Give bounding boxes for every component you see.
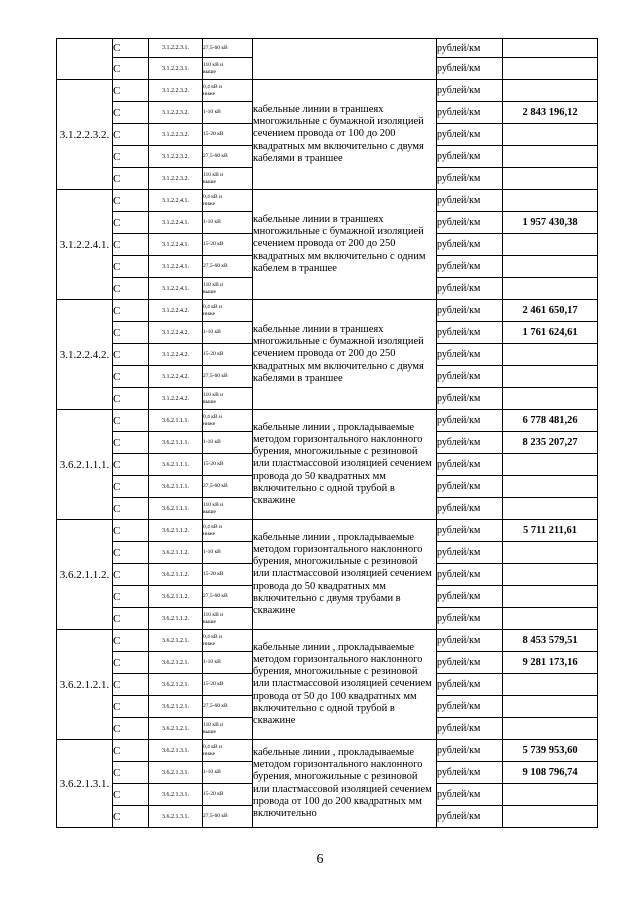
- voltage-line: 15-20 кВ: [203, 131, 224, 137]
- group-description-cell: кабельные линии , прокладываемые методом горизонтального наклонного бурения, многожильные с резиновой или пластмассовой изоляцией сечением провода от 100 до 200 квадратных мм включительно: [253, 740, 437, 828]
- subcode-cell: 3.1.2.2.4.1.: [149, 212, 203, 234]
- unit-cell: рублей/км: [437, 542, 503, 564]
- voltage-line: 0,4 кВ и: [203, 743, 222, 750]
- voltage-line: 0,4 кВ и: [203, 523, 222, 530]
- category-cell: С: [113, 58, 149, 80]
- voltage-cell: [203, 388, 253, 410]
- rate-value-cell: [503, 718, 598, 740]
- voltage-line: 15-20 кВ: [203, 681, 224, 687]
- group-code-cell: 3.6.2.1.1.1.: [57, 410, 113, 520]
- voltage-cell: [203, 256, 253, 278]
- category-cell: С: [113, 39, 149, 58]
- unit-cell: рублей/км: [437, 300, 503, 322]
- voltage-line: 27,5-60 кВ: [203, 703, 228, 709]
- subcode-cell: 3.1.2.2.3.2.: [149, 146, 203, 168]
- category-cell: С: [113, 564, 149, 586]
- rate-value-cell: 2 461 650,17: [503, 300, 598, 322]
- subcode-cell: 3.6.2.1.1.1.: [149, 476, 203, 498]
- unit-cell: рублей/км: [437, 652, 503, 674]
- unit-cell: рублей/км: [437, 146, 503, 168]
- group-code-cell: 3.1.2.2.4.2.: [57, 300, 113, 410]
- unit-cell: рублей/км: [437, 806, 503, 828]
- rate-value-cell: 5 711 211,61: [503, 520, 598, 542]
- voltage-cell: [203, 476, 253, 498]
- rate-value-cell: [503, 344, 598, 366]
- group-description-cell: кабельные линии , прокладываемые методом горизонтального наклонного бурения, многожильные с резиновой или пластмассовой изоляцией сечением провода до 50 квадратных мм включительно с двумя трубами в скважине: [253, 520, 437, 630]
- rate-value-cell: [503, 388, 598, 410]
- rate-value-cell: [503, 696, 598, 718]
- subcode-cell: 3.6.2.1.2.1.: [149, 674, 203, 696]
- voltage-cell: [203, 784, 253, 806]
- voltage-cell: [203, 124, 253, 146]
- voltage-cell: [203, 102, 253, 124]
- voltage-cell: [203, 696, 253, 718]
- table-row: [57, 740, 598, 762]
- unit-cell: рублей/км: [437, 212, 503, 234]
- voltage-cell: [203, 146, 253, 168]
- voltage-line: выше: [203, 508, 216, 515]
- subcode-cell: 3.1.2.2.4.2.: [149, 344, 203, 366]
- voltage-cell: [203, 586, 253, 608]
- category-cell: С: [113, 432, 149, 454]
- group-code-cell: 3.6.2.1.3.1.: [57, 740, 113, 828]
- group-description-cell: кабельные линии , прокладываемые методом горизонтального наклонного бурения, многожильные с резиновой или пластмассовой изоляцией сечением провода до 50 квадратных мм включительно с одной трубой в скважине: [253, 410, 437, 520]
- unit-cell: рублей/км: [437, 630, 503, 652]
- subcode-cell: 3.6.2.1.1.1.: [149, 410, 203, 432]
- category-cell: С: [113, 278, 149, 300]
- subcode-cell: 3.1.2.2.4.1.: [149, 256, 203, 278]
- unit-cell: рублей/км: [437, 586, 503, 608]
- voltage-line: 1-10 кВ: [203, 219, 221, 225]
- unit-cell: рублей/км: [437, 696, 503, 718]
- rate-value-cell: [503, 146, 598, 168]
- subcode-cell: 3.1.2.2.3.2.: [149, 102, 203, 124]
- voltage-cell: [203, 718, 253, 740]
- rate-value-cell: [503, 586, 598, 608]
- voltage-line: 1-10 кВ: [203, 659, 221, 665]
- group-code-cell: 3.1.2.2.4.1.: [57, 190, 113, 300]
- voltage-cell: [203, 366, 253, 388]
- unit-cell: рублей/км: [437, 344, 503, 366]
- voltage-cell: [203, 652, 253, 674]
- voltage-cell: [203, 520, 253, 542]
- subcode-cell: 3.1.2.2.4.2.: [149, 388, 203, 410]
- table-row: [57, 190, 598, 212]
- category-cell: С: [113, 784, 149, 806]
- voltage-line: 0,4 кВ и: [203, 193, 222, 200]
- unit-cell: рублей/км: [437, 190, 503, 212]
- subcode-cell: 3.6.2.1.2.1.: [149, 630, 203, 652]
- voltage-line: выше: [203, 68, 216, 75]
- page-number: 6: [316, 852, 324, 867]
- rate-value-cell: [503, 784, 598, 806]
- unit-cell: рублей/км: [437, 608, 503, 630]
- voltage-cell: [203, 740, 253, 762]
- voltage-cell: [203, 278, 253, 300]
- voltage-cell: [203, 410, 253, 432]
- rate-value-cell: 5 739 953,60: [503, 740, 598, 762]
- group-description-cell: кабельные линии , прокладываемые методом горизонтального наклонного бурения, многожильные с резиновой или пластмассовой изоляцией сечением провода от 50 до 100 квадратных мм включительно с одной трубой в скважине: [253, 630, 437, 740]
- unit-cell: рублей/км: [437, 322, 503, 344]
- voltage-line: 110 кВ и: [203, 171, 224, 178]
- table-row: [57, 39, 598, 58]
- voltage-cell: [203, 58, 253, 80]
- unit-cell: рублей/км: [437, 256, 503, 278]
- rate-value-cell: [503, 674, 598, 696]
- category-cell: С: [113, 630, 149, 652]
- voltage-line: 27,5-60 кВ: [203, 44, 228, 51]
- unit-cell: рублей/км: [437, 234, 503, 256]
- category-cell: С: [113, 410, 149, 432]
- group-code-cell: 3.6.2.1.1.2.: [57, 520, 113, 630]
- voltage-line: 27,5-60 кВ: [203, 263, 228, 269]
- voltage-cell: [203, 344, 253, 366]
- category-cell: С: [113, 520, 149, 542]
- group-code-cell: 3.6.2.1.2.1.: [57, 630, 113, 740]
- voltage-line: 1-10 кВ: [203, 109, 221, 115]
- subcode-cell: 3.1.2.2.3.2.: [149, 168, 203, 190]
- voltage-cell: [203, 542, 253, 564]
- voltage-cell: [203, 322, 253, 344]
- unit-cell: рублей/км: [437, 784, 503, 806]
- subcode-cell: 3.6.2.1.3.1.: [149, 740, 203, 762]
- subcode-cell: 3.6.2.1.3.1.: [149, 762, 203, 784]
- rate-value-cell: 8 235 207,27: [503, 432, 598, 454]
- group-code-cell: [57, 39, 113, 80]
- voltage-line: 0,4 кВ и: [203, 413, 222, 420]
- rate-value-cell: [503, 564, 598, 586]
- voltage-cell: [203, 168, 253, 190]
- table-row: [57, 300, 598, 322]
- rate-value-cell: [503, 256, 598, 278]
- rate-value-cell: [503, 542, 598, 564]
- voltage-line: ниже: [203, 310, 216, 317]
- subcode-cell: 3.1.2.2.3.2.: [149, 80, 203, 102]
- unit-cell: рублей/км: [437, 168, 503, 190]
- group-description-cell: кабельные линии в траншеях многожильные с бумажной изоляцией сечением провода от 100 до 200 квадратных мм включительно с двумя кабелями в траншее: [253, 80, 437, 190]
- unit-cell: рублей/км: [437, 80, 503, 102]
- voltage-line: 15-20 кВ: [203, 351, 224, 357]
- voltage-line: 110 кВ и: [203, 281, 224, 288]
- voltage-cell: [203, 498, 253, 520]
- voltage-line: 15-20 кВ: [203, 791, 224, 797]
- voltage-cell: [203, 212, 253, 234]
- voltage-line: 1-10 кВ: [203, 769, 221, 775]
- subcode-cell: 3.1.2.2.4.1.: [149, 278, 203, 300]
- category-cell: С: [113, 190, 149, 212]
- category-cell: С: [113, 498, 149, 520]
- voltage-line: 0,4 кВ и: [203, 303, 222, 310]
- category-cell: С: [113, 696, 149, 718]
- voltage-line: выше: [203, 288, 216, 295]
- category-cell: С: [113, 234, 149, 256]
- category-cell: С: [113, 762, 149, 784]
- voltage-line: выше: [203, 178, 216, 185]
- subcode-cell: 3.6.2.1.2.1.: [149, 696, 203, 718]
- unit-cell: рублей/км: [437, 39, 503, 58]
- rate-value-cell: 9 108 796,74: [503, 762, 598, 784]
- unit-cell: рублей/км: [437, 718, 503, 740]
- voltage-line: 27,5-60 кВ: [203, 373, 228, 379]
- voltage-line: ниже: [203, 530, 216, 537]
- rate-value-cell: [503, 234, 598, 256]
- voltage-cell: [203, 300, 253, 322]
- unit-cell: рублей/км: [437, 740, 503, 762]
- category-cell: С: [113, 718, 149, 740]
- rate-value-cell: [503, 278, 598, 300]
- subcode-cell: 3.1.2.2.4.1.: [149, 190, 203, 212]
- category-cell: С: [113, 674, 149, 696]
- category-cell: С: [113, 344, 149, 366]
- voltage-line: ниже: [203, 200, 216, 207]
- voltage-line: ниже: [203, 90, 216, 97]
- rate-value-cell: 1 761 624,61: [503, 322, 598, 344]
- category-cell: С: [113, 102, 149, 124]
- subcode-cell: 3.6.2.1.1.2.: [149, 564, 203, 586]
- voltage-line: 110 кВ и: [203, 721, 224, 728]
- rate-value-cell: [503, 806, 598, 828]
- category-cell: С: [113, 124, 149, 146]
- unit-cell: рублей/км: [437, 102, 503, 124]
- category-cell: С: [113, 146, 149, 168]
- group-description-cell: [253, 39, 437, 80]
- voltage-line: 1-10 кВ: [203, 549, 221, 555]
- category-cell: С: [113, 366, 149, 388]
- rate-value-cell: [503, 168, 598, 190]
- subcode-cell: 3.1.2.2.4.2.: [149, 322, 203, 344]
- category-cell: С: [113, 608, 149, 630]
- subcode-cell: 3.6.2.1.1.1.: [149, 498, 203, 520]
- voltage-cell: [203, 608, 253, 630]
- voltage-cell: [203, 39, 253, 58]
- voltage-cell: [203, 234, 253, 256]
- subcode-cell: 3.1.2.2.4.2.: [149, 366, 203, 388]
- voltage-line: ниже: [203, 640, 216, 647]
- table-row: [57, 520, 598, 542]
- subcode-cell: 3.6.2.1.3.1.: [149, 806, 203, 828]
- voltage-line: 27,5-60 кВ: [203, 593, 228, 599]
- unit-cell: рублей/км: [437, 454, 503, 476]
- unit-cell: рублей/км: [437, 58, 503, 80]
- unit-cell: рублей/км: [437, 366, 503, 388]
- unit-cell: рублей/км: [437, 674, 503, 696]
- voltage-cell: [203, 630, 253, 652]
- rates-table: [56, 38, 598, 828]
- rate-value-cell: 2 843 196,12: [503, 102, 598, 124]
- table-row: [57, 630, 598, 652]
- rate-value-cell: [503, 58, 598, 80]
- voltage-line: 110 кВ и: [203, 501, 224, 508]
- voltage-cell: [203, 674, 253, 696]
- subcode-cell: 3.6.2.1.1.2.: [149, 542, 203, 564]
- category-cell: С: [113, 212, 149, 234]
- unit-cell: рублей/км: [437, 388, 503, 410]
- subcode-cell: 3.6.2.1.1.2.: [149, 608, 203, 630]
- unit-cell: рублей/км: [437, 278, 503, 300]
- voltage-line: ниже: [203, 420, 216, 427]
- table-row: [57, 410, 598, 432]
- subcode-cell: 3.6.2.1.3.1.: [149, 784, 203, 806]
- unit-cell: рублей/км: [437, 564, 503, 586]
- voltage-line: ниже: [203, 750, 216, 757]
- category-cell: С: [113, 256, 149, 278]
- voltage-cell: [203, 190, 253, 212]
- voltage-line: 0,4 кВ и: [203, 83, 222, 90]
- rate-value-cell: 8 453 579,51: [503, 630, 598, 652]
- rates-table-body: [57, 39, 598, 828]
- category-cell: С: [113, 322, 149, 344]
- subcode-cell: 3.6.2.1.1.1.: [149, 432, 203, 454]
- rate-value-cell: 6 778 481,26: [503, 410, 598, 432]
- voltage-cell: [203, 806, 253, 828]
- rate-value-cell: [503, 476, 598, 498]
- voltage-line: 15-20 кВ: [203, 461, 224, 467]
- category-cell: С: [113, 740, 149, 762]
- subcode-cell: 3.1.2.2.3.1.: [149, 58, 203, 80]
- category-cell: С: [113, 652, 149, 674]
- subcode-cell: 3.1.2.2.3.2.: [149, 124, 203, 146]
- category-cell: С: [113, 476, 149, 498]
- group-code-cell: 3.1.2.2.3.2.: [57, 80, 113, 190]
- unit-cell: рублей/км: [437, 432, 503, 454]
- rate-value-cell: [503, 190, 598, 212]
- rate-value-cell: [503, 366, 598, 388]
- voltage-cell: [203, 80, 253, 102]
- subcode-cell: 3.6.2.1.1.1.: [149, 454, 203, 476]
- unit-cell: рублей/км: [437, 410, 503, 432]
- group-description-cell: кабельные линии в траншеях многожильные с бумажной изоляцией сечением провода от 200 до 250 квадратных мм включительно с одним кабелем в траншее: [253, 190, 437, 300]
- category-cell: С: [113, 80, 149, 102]
- voltage-line: 1-10 кВ: [203, 439, 221, 445]
- category-cell: С: [113, 542, 149, 564]
- voltage-cell: [203, 564, 253, 586]
- subcode-cell: 3.6.2.1.2.1.: [149, 652, 203, 674]
- rate-value-cell: [503, 498, 598, 520]
- voltage-line: 110 кВ и: [203, 611, 224, 618]
- unit-cell: рублей/км: [437, 498, 503, 520]
- voltage-line: 27,5-60 кВ: [203, 153, 228, 159]
- voltage-line: 1-10 кВ: [203, 329, 221, 335]
- category-cell: С: [113, 168, 149, 190]
- subcode-cell: 3.1.2.2.3.1.: [149, 39, 203, 58]
- category-cell: С: [113, 586, 149, 608]
- category-cell: С: [113, 806, 149, 828]
- voltage-cell: [203, 432, 253, 454]
- voltage-line: выше: [203, 618, 216, 625]
- voltage-line: 15-20 кВ: [203, 241, 224, 247]
- voltage-line: 110 кВ и: [203, 61, 224, 68]
- unit-cell: рублей/км: [437, 124, 503, 146]
- category-cell: С: [113, 388, 149, 410]
- voltage-cell: [203, 454, 253, 476]
- rate-value-cell: [503, 39, 598, 58]
- subcode-cell: 3.6.2.1.1.2.: [149, 586, 203, 608]
- rate-value-cell: 9 281 173,16: [503, 652, 598, 674]
- rate-value-cell: [503, 124, 598, 146]
- rate-value-cell: [503, 454, 598, 476]
- voltage-line: 15-20 кВ: [203, 571, 224, 577]
- voltage-line: 0,4 кВ и: [203, 633, 222, 640]
- table-row: [57, 80, 598, 102]
- category-cell: С: [113, 454, 149, 476]
- rate-value-cell: [503, 80, 598, 102]
- category-cell: С: [113, 300, 149, 322]
- subcode-cell: 3.1.2.2.4.2.: [149, 300, 203, 322]
- rate-value-cell: [503, 608, 598, 630]
- subcode-cell: 3.6.2.1.2.1.: [149, 718, 203, 740]
- voltage-line: выше: [203, 398, 216, 405]
- voltage-line: 27,5-60 кВ: [203, 483, 228, 489]
- subcode-cell: 3.1.2.2.4.1.: [149, 234, 203, 256]
- group-description-cell: кабельные линии в траншеях многожильные с бумажной изоляцией сечением провода от 200 до 250 квадратных мм включительно с двумя кабелями в траншее: [253, 300, 437, 410]
- rate-value-cell: 1 957 430,38: [503, 212, 598, 234]
- voltage-line: 110 кВ и: [203, 391, 224, 398]
- unit-cell: рублей/км: [437, 762, 503, 784]
- voltage-cell: [203, 762, 253, 784]
- subcode-cell: 3.6.2.1.1.2.: [149, 520, 203, 542]
- unit-cell: рублей/км: [437, 476, 503, 498]
- voltage-line: выше: [203, 728, 216, 735]
- voltage-line: 27,5-60 кВ: [203, 813, 228, 819]
- unit-cell: рублей/км: [437, 520, 503, 542]
